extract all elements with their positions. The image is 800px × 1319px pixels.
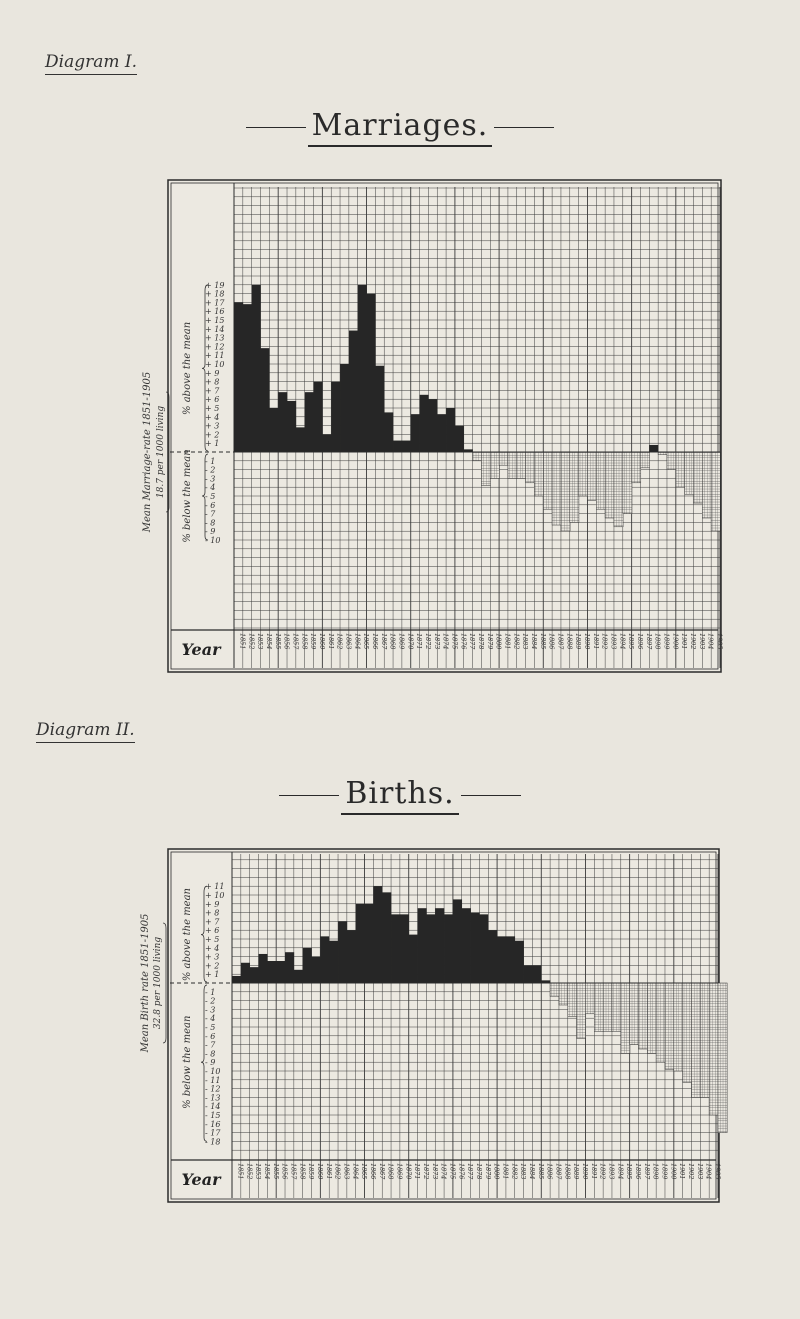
year-tick-label: 1874 (441, 633, 450, 650)
bar-below-1895 (621, 983, 630, 1053)
year-tick-label: 1900 (671, 633, 680, 650)
tick-above-label: + 6 (205, 395, 220, 405)
tick-above-label: + 11 (205, 882, 225, 892)
bar-above-1855 (267, 961, 276, 983)
bar-above-1871 (411, 414, 420, 452)
tick-below-label: - 14 (205, 1102, 221, 1112)
year-tick-label: 1891 (591, 633, 600, 650)
tick-below-label: - 7 (205, 509, 216, 519)
year-tick-label: 1863 (344, 633, 353, 650)
year-tick-label: 1882 (512, 633, 521, 650)
year-tick-label: 1877 (466, 1163, 475, 1180)
year-tick-label: 1866 (370, 633, 379, 650)
year-tick-label: 1869 (395, 1163, 404, 1180)
tick-above-label: + 7 (205, 917, 220, 927)
year-tick-label: 1858 (298, 1163, 307, 1180)
tick-below-label: - 5 (205, 492, 216, 501)
year-tick-label: 1867 (377, 1163, 386, 1180)
bar-above-1865 (356, 904, 365, 983)
bar-above-1879 (479, 914, 488, 983)
tick-below-label: - 6 (205, 1031, 216, 1041)
bar-below-1900 (665, 983, 674, 1069)
year-tick-label: 1880 (492, 1163, 501, 1180)
year-tick-label: 1857 (289, 1163, 298, 1180)
year-axis-label: Year (181, 1170, 221, 1189)
year-tick-label: 1863 (342, 1163, 351, 1180)
tick-below-label: - 15 (205, 1111, 221, 1120)
year-tick-label: 1893 (607, 1163, 616, 1180)
bar-above-1868 (382, 892, 391, 983)
bar-below-1882 (508, 452, 517, 478)
bar-below-1893 (603, 983, 612, 1031)
bar-above-1869 (391, 914, 400, 983)
bar-below-1896 (632, 452, 641, 483)
bar-above-1853 (250, 967, 259, 983)
bar-above-1852 (243, 304, 252, 452)
year-tick-label: 1880 (494, 633, 503, 650)
bar-below-1899 (656, 983, 665, 1062)
label-above-mean: % above the mean (182, 321, 193, 415)
year-tick-label: 1901 (678, 1163, 687, 1180)
year-tick-label: 1895 (625, 1163, 634, 1180)
mean-rate-label: Mean Marriage-rate 1851-1905 (142, 371, 153, 533)
tick-above-label: + 9 (205, 368, 220, 378)
tick-below-label: - 1 (205, 456, 216, 466)
year-tick-label: 1865 (362, 633, 371, 650)
tick-below-label: - 7 (205, 1040, 216, 1050)
bar-above-1872 (418, 908, 427, 983)
bar-above-1864 (347, 930, 356, 983)
year-tick-label: 1877 (468, 633, 477, 650)
year-tick-label: 1900 (669, 1163, 678, 1180)
tick-below-label: - 1 (205, 987, 216, 997)
tick-above-label: + 15 (205, 316, 225, 325)
bar-below-1892 (594, 983, 603, 1031)
year-tick-label: 1883 (521, 633, 530, 650)
tick-below-label: - 9 (205, 527, 216, 537)
tick-below-label: - 6 (205, 500, 216, 510)
year-tick-label: 1904 (704, 1163, 713, 1180)
bar-above-1861 (320, 936, 329, 983)
bar-above-1874 (437, 414, 446, 452)
bar-below-1898 (647, 983, 656, 1053)
year-tick-label: 1886 (547, 633, 556, 650)
bar-above-1866 (367, 294, 376, 452)
year-tick-label: 1856 (282, 633, 291, 650)
year-axis-label: Year (181, 640, 221, 659)
mean-rate-value: 32.8 per 1000 living (153, 936, 163, 1030)
year-tick-label: 1879 (483, 1163, 492, 1180)
bar-below-1891 (587, 452, 596, 500)
year-tick-label: 1852 (247, 633, 256, 650)
bar-above-1882 (506, 936, 515, 983)
year-tick-label: 1868 (386, 1163, 395, 1180)
year-tick-label: 1865 (360, 1163, 369, 1180)
tick-above-label: + 8 (205, 908, 220, 918)
bar-below-1888 (559, 983, 568, 1005)
marriages-chart (142, 180, 724, 672)
year-tick-label: 1879 (485, 633, 494, 650)
label-above-mean: % above the mean (182, 888, 193, 982)
tick-above-label: + 11 (205, 351, 225, 361)
bar-below-1887 (552, 452, 561, 525)
mean-bracket (163, 923, 166, 1043)
births-chart (140, 849, 727, 1202)
year-tick-label: 1869 (397, 633, 406, 650)
bar-above-1855 (269, 408, 278, 452)
bar-above-1867 (375, 366, 384, 452)
tick-below-label: - 13 (205, 1093, 221, 1103)
tick-below-label: - 12 (205, 1084, 221, 1094)
bar-above-1873 (428, 399, 437, 452)
bar-above-1884 (524, 965, 533, 983)
year-tick-label: 1873 (430, 1163, 439, 1180)
tick-below-label: - 4 (205, 1014, 216, 1024)
year-tick-label: 1861 (326, 633, 335, 650)
bar-below-1879 (481, 452, 490, 485)
year-tick-label: 1905 (715, 633, 724, 650)
bar-above-1876 (453, 899, 462, 983)
tick-below-label: - 9 (205, 1058, 216, 1068)
bar-above-1874 (435, 908, 444, 983)
year-tick-label: 1856 (280, 1163, 289, 1180)
bar-below-1904 (702, 452, 711, 518)
bar-below-1881 (499, 452, 508, 465)
year-tick-label: 1896 (634, 1163, 643, 1180)
bar-above-1865 (358, 285, 367, 452)
year-tick-label: 1888 (563, 1163, 572, 1180)
year-tick-label: 1874 (439, 1163, 448, 1180)
bar-above-1866 (365, 904, 374, 983)
bar-below-1888 (561, 452, 570, 531)
year-tick-label: 1875 (450, 633, 459, 650)
tick-below-label: - 8 (205, 518, 216, 528)
bar-below-1887 (550, 983, 559, 996)
tick-below-label: - 17 (205, 1128, 221, 1138)
tick-above-label: + 10 (205, 360, 225, 369)
bar-below-1894 (614, 452, 623, 527)
year-tick-label: 1852 (245, 1163, 254, 1180)
tick-above-label: + 13 (205, 333, 225, 343)
year-tick-label: 1884 (530, 633, 539, 650)
year-tick-label: 1854 (264, 633, 273, 650)
bar-above-1876 (455, 426, 464, 452)
year-tick-label: 1902 (687, 1163, 696, 1180)
bar-above-1873 (426, 914, 435, 983)
bar-above-1881 (497, 936, 506, 983)
year-tick-label: 1885 (538, 633, 547, 650)
tick-above-label: + 9 (205, 899, 220, 909)
year-tick-label: 1855 (273, 633, 282, 650)
year-tick-label: 1885 (536, 1163, 545, 1180)
tick-below-label: - 4 (205, 483, 216, 493)
bar-below-undefined (718, 983, 727, 1133)
tick-above-label: + 7 (205, 386, 220, 396)
bar-below-1884 (526, 452, 535, 483)
bar-below-1880 (490, 452, 499, 478)
year-tick-label: 1892 (600, 633, 609, 650)
bar-above-1858 (296, 427, 305, 452)
year-tick-label: 1894 (616, 1163, 625, 1180)
tick-above-label: + 4 (205, 412, 220, 422)
year-tick-label: 1860 (315, 1163, 324, 1180)
bar-above-1870 (402, 441, 411, 452)
year-tick-label: 1889 (572, 1163, 581, 1180)
year-tick-label: 1887 (556, 633, 565, 650)
year-tick-label: 1897 (642, 1163, 651, 1180)
year-tick-label: 1890 (581, 1163, 590, 1180)
tick-below-label: - 3 (205, 474, 216, 484)
bar-above-1857 (287, 401, 296, 452)
bar-above-1898 (649, 445, 658, 452)
year-tick-label: 1861 (324, 1163, 333, 1180)
bar-above-1883 (515, 941, 524, 983)
bar-above-1864 (349, 331, 358, 452)
year-tick-label: 1878 (477, 633, 485, 650)
bar-above-1863 (340, 364, 349, 452)
bar-above-1862 (331, 382, 340, 452)
year-tick-label: 1851 (236, 1163, 245, 1180)
year-tick-label: 1855 (271, 1163, 280, 1180)
year-tick-label: 1887 (554, 1163, 563, 1180)
year-tick-label: 1893 (609, 633, 618, 650)
year-tick-label: 1866 (368, 1163, 377, 1180)
bar-above-1851 (234, 302, 243, 452)
bar-above-1871 (409, 935, 418, 983)
bar-below-1905 (709, 983, 718, 1115)
bar-below-1885 (534, 452, 543, 496)
tick-above-label: + 6 (205, 926, 220, 936)
year-tick-label: 1853 (254, 1163, 263, 1180)
tick-below-label: - 2 (205, 996, 216, 1006)
year-tick-label: 1905 (713, 1163, 722, 1180)
tick-below-label: - 11 (205, 1075, 221, 1085)
bar-above-1859 (303, 948, 312, 983)
bar-below-1891 (585, 983, 594, 1014)
tick-above-label: + 8 (205, 377, 220, 387)
year-tick-label: 1862 (333, 1163, 342, 1180)
tick-below-label: - 2 (205, 465, 216, 475)
bar-above-1858 (294, 970, 303, 983)
bar-below-1903 (693, 452, 702, 503)
year-tick-label: 1881 (503, 633, 512, 650)
year-tick-label: 1898 (653, 633, 662, 650)
bar-below-1897 (638, 983, 647, 1049)
bar-above-1856 (278, 392, 287, 452)
tick-below-label: - 16 (205, 1119, 221, 1129)
bar-above-1852 (241, 963, 250, 983)
year-tick-label: 1882 (510, 1163, 519, 1180)
bar-above-1860 (312, 957, 321, 983)
year-tick-label: 1904 (706, 633, 715, 650)
bar-above-1878 (471, 913, 480, 983)
year-tick-label: 1853 (256, 633, 265, 650)
bar-below-1889 (570, 452, 579, 522)
year-tick-label: 1901 (680, 633, 689, 650)
bar-above-1885 (532, 965, 541, 983)
bar-above-1862 (329, 941, 338, 983)
bar-above-1870 (400, 914, 409, 983)
year-tick-label: 1894 (618, 633, 627, 650)
year-tick-label: 1902 (689, 633, 698, 650)
year-tick-label: 1876 (457, 1163, 466, 1180)
year-tick-label: 1898 (651, 1163, 660, 1180)
bar-above-1875 (446, 408, 455, 452)
year-tick-label: 1881 (501, 1163, 510, 1180)
year-tick-label: 1878 (475, 1163, 483, 1180)
tick-below-label: - 10 (205, 1067, 221, 1076)
bar-above-1868 (384, 412, 393, 452)
mean-rate-value: 18.7 per 1000 living (156, 405, 166, 499)
year-tick-label: 1871 (413, 1163, 422, 1180)
bar-below-1889 (568, 983, 577, 1016)
year-tick-label: 1857 (291, 633, 300, 650)
bar-above-1854 (261, 348, 270, 452)
bar-below-1905 (711, 452, 720, 531)
year-tick-label: 1890 (583, 633, 592, 650)
tick-above-label: + 19 (205, 280, 225, 290)
tick-above-label: + 4 (205, 943, 220, 953)
bar-below-1902 (685, 452, 694, 494)
year-tick-label: 1903 (697, 633, 706, 650)
year-tick-label: 1864 (353, 633, 362, 650)
bar-below-1883 (517, 452, 526, 478)
tick-above-label: + 17 (205, 298, 225, 308)
year-tick-label: 1859 (307, 1163, 316, 1180)
bar-below-1890 (577, 983, 586, 1038)
bar-below-1890 (579, 452, 588, 496)
tick-above-label: + 16 (205, 307, 225, 317)
bar-below-1900 (667, 452, 676, 470)
tick-above-label: + 12 (205, 342, 225, 352)
year-tick-label: 1876 (459, 633, 468, 650)
bar-above-1854 (259, 954, 268, 983)
bar-below-1886 (543, 452, 552, 509)
bar-below-1903 (691, 983, 700, 1097)
tick-below-label: - 3 (205, 1005, 216, 1015)
tick-above-label: + 5 (205, 935, 220, 944)
year-tick-label: 1864 (351, 1163, 360, 1180)
tick-below-label: - 8 (205, 1049, 216, 1059)
bar-above-1856 (276, 961, 285, 983)
year-tick-label: 1884 (528, 1163, 537, 1180)
year-tick-label: 1872 (423, 633, 432, 650)
births-title-text: Births. (341, 776, 458, 815)
bar-below-1904 (700, 983, 709, 1097)
bar-above-1851 (232, 976, 241, 983)
year-tick-label: 1854 (262, 1163, 271, 1180)
tick-below-label: - 18 (205, 1137, 221, 1147)
bar-above-1872 (420, 395, 429, 452)
year-tick-label: 1868 (388, 633, 397, 650)
year-tick-label: 1872 (421, 1163, 430, 1180)
bar-above-1867 (373, 886, 382, 983)
year-tick-label: 1859 (309, 633, 318, 650)
bar-below-1894 (612, 983, 621, 1031)
year-tick-label: 1870 (404, 1163, 413, 1180)
year-tick-label: 1886 (545, 1163, 554, 1180)
year-tick-label: 1867 (379, 633, 388, 650)
mean-rate-label: Mean Birth rate 1851-1905 (140, 913, 151, 1053)
bar-above-1853 (252, 285, 261, 452)
year-tick-label: 1873 (432, 633, 441, 650)
tick-above-label: + 1 (205, 970, 220, 980)
bar-below-1892 (596, 452, 605, 509)
bar-below-1902 (683, 983, 692, 1082)
marriages-title-text: Marriages. (308, 108, 493, 147)
tick-above-label: + 5 (205, 404, 220, 413)
tick-above-label: + 14 (205, 324, 225, 334)
year-tick-label: 1892 (598, 1163, 607, 1180)
year-tick-label: 1899 (662, 633, 671, 650)
year-tick-label: 1858 (300, 633, 309, 650)
year-tick-label: 1888 (565, 633, 574, 650)
year-tick-label: 1896 (636, 633, 645, 650)
tick-below-label: - 5 (205, 1023, 216, 1032)
year-tick-label: 1903 (695, 1163, 704, 1180)
year-tick-label: 1889 (574, 633, 583, 650)
bar-above-1863 (338, 921, 347, 983)
tick-above-label: + 2 (205, 430, 220, 440)
bar-above-1860 (314, 382, 323, 452)
bar-above-1869 (393, 441, 402, 452)
year-tick-label: 1860 (317, 633, 326, 650)
year-tick-label: 1870 (406, 633, 415, 650)
tick-above-label: + 10 (205, 891, 225, 900)
year-tick-label: 1897 (644, 633, 653, 650)
bar-below-1897 (640, 452, 649, 468)
diagram-2-label: Diagram II. (36, 720, 135, 743)
tick-above-label: + 18 (205, 289, 225, 299)
bar-below-1895 (623, 452, 632, 514)
label-below-mean: % below the mean (182, 1015, 193, 1109)
bar-below-1893 (605, 452, 614, 518)
bar-above-1857 (285, 952, 294, 983)
bar-above-1875 (444, 914, 453, 983)
bar-below-1896 (630, 983, 639, 1045)
tick-above-label: + 3 (205, 952, 220, 962)
bar-below-1901 (674, 983, 683, 1071)
year-tick-label: 1862 (335, 633, 344, 650)
tick-below-label: - 10 (205, 536, 221, 545)
tick-above-label: + 3 (205, 421, 220, 431)
year-tick-label: 1895 (627, 633, 636, 650)
bar-above-1861 (322, 434, 331, 452)
year-tick-label: 1871 (415, 633, 424, 650)
bar-above-1859 (305, 392, 314, 452)
year-tick-label: 1851 (238, 633, 247, 650)
year-tick-label: 1875 (448, 1163, 457, 1180)
diagram-1-label: Diagram I. (45, 52, 137, 75)
year-tick-label: 1891 (589, 1163, 598, 1180)
bar-above-1877 (462, 908, 471, 983)
year-tick-label: 1883 (519, 1163, 528, 1180)
bar-above-1880 (488, 930, 497, 983)
bar-below-1878 (473, 452, 482, 461)
tick-above-label: + 1 (205, 439, 220, 449)
tick-above-label: + 2 (205, 961, 220, 971)
year-tick-label: 1899 (660, 1163, 669, 1180)
bar-below-1901 (676, 452, 685, 487)
label-below-mean: % below the mean (182, 449, 193, 543)
